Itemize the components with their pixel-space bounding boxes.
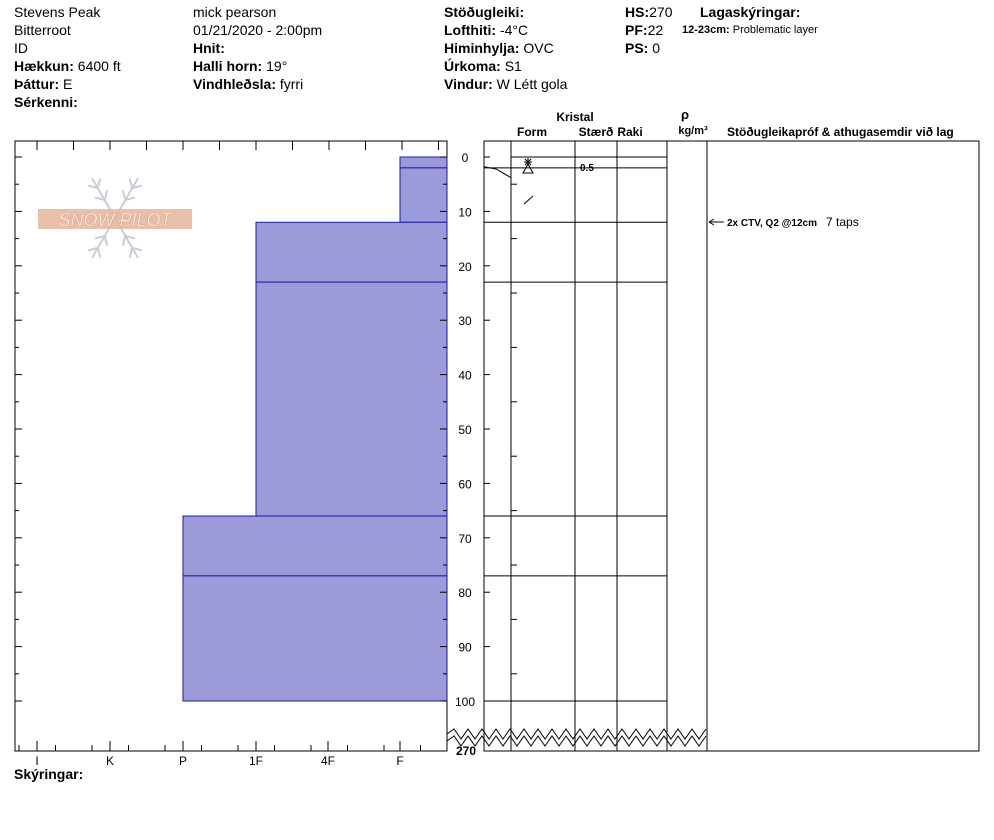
- hs-value: 270: [649, 4, 673, 20]
- hardness-layer-bar: [400, 157, 447, 168]
- elevation-label: Hækkun:: [14, 58, 74, 74]
- wind-value: W Létt gola: [496, 76, 568, 92]
- hardness-tick-label: K: [105, 754, 115, 768]
- layer-note-range: 12-23cm:: [682, 24, 730, 36]
- ps-label: PS:: [625, 40, 649, 56]
- decomposing-fragment-icon: [524, 196, 533, 204]
- notes-label: Skýringar:: [14, 766, 84, 782]
- slope-value: 19°: [266, 58, 288, 74]
- depth-tick-label: 90: [458, 640, 472, 655]
- depth-tick-label: 80: [458, 586, 472, 601]
- specifics-label: Sérkenni:: [14, 94, 78, 110]
- hardness-layers: [183, 157, 447, 701]
- hardness-tick-label: 4F: [320, 754, 336, 768]
- id-label: ID: [14, 40, 28, 56]
- snowflake-branch: [123, 190, 126, 200]
- test-arrow-icon: [709, 219, 724, 225]
- coords-label: Hnit:: [193, 40, 225, 56]
- hardness-tick-label: I: [35, 754, 39, 768]
- depth-tick-label: 0: [461, 151, 469, 165]
- hardness-layer-bar: [400, 168, 447, 222]
- snowpilot-logo: [38, 178, 192, 258]
- sky-label: Himinhylja:: [444, 40, 520, 56]
- hardness-layer-bar: [183, 576, 447, 701]
- datetime: 01/21/2020 - 2:00pm: [193, 22, 323, 38]
- density-unit-header: kg/m³: [678, 125, 708, 137]
- hardness-tick-label: F: [396, 754, 404, 768]
- hardness-layer-bar: [256, 222, 447, 282]
- tests-header: Stöðugleikapróf & athugasemdir við lag: [727, 125, 954, 139]
- snowflake-branch: [105, 190, 108, 200]
- depth-tick-label: 10: [458, 205, 472, 220]
- total-depth-label: 270: [456, 744, 477, 758]
- form-header: Form: [517, 125, 547, 139]
- aspect-value: E: [63, 76, 73, 92]
- layer-notes-label: Lagaskýringar:: [700, 4, 801, 20]
- slope-label: Halli horn:: [193, 58, 263, 74]
- layer-connector: [484, 167, 511, 178]
- test-taps: 7 taps: [826, 215, 859, 229]
- depth-tick-label: 40: [458, 368, 472, 383]
- snowflake-branch: [98, 248, 101, 258]
- sky-value: OVC: [523, 40, 554, 56]
- hardness-layer-bar: [256, 282, 447, 516]
- hardness-tick-label: P: [178, 754, 188, 768]
- logo-text: SNOW PILOT: [58, 210, 172, 230]
- observer: mick pearson: [193, 4, 277, 20]
- depth-tick-label: 70: [458, 531, 472, 546]
- wind-label: Vindur:: [444, 76, 493, 92]
- test-result-text: 2x CTV, Q2 @12cm: [727, 218, 817, 229]
- pf-value: 22: [647, 22, 664, 38]
- air-temp-value: -4°C: [499, 22, 529, 38]
- air-temp-label: Lofthiti:: [444, 22, 497, 38]
- depth-tick-label: 60: [458, 477, 472, 492]
- moisture-header: Raki: [617, 125, 643, 139]
- depth-tick-label: 30: [458, 314, 472, 329]
- hardness-layer-bar: [183, 516, 447, 576]
- precip-value: S1: [504, 58, 522, 74]
- hs-label: HS:: [625, 4, 650, 20]
- elevation-value: 6400 ft: [77, 58, 121, 74]
- wind-loading-value: fyrri: [279, 76, 304, 92]
- snowflake-branch: [130, 248, 133, 258]
- snowflake-branch: [123, 236, 126, 246]
- rho-header: ρ: [680, 107, 690, 122]
- stability-label: Stöðugleiki:: [444, 4, 525, 20]
- snowflake-branch: [105, 236, 108, 246]
- depth-tick-label: 50: [458, 423, 472, 437]
- snowflake-branch: [98, 178, 101, 188]
- location: Stevens Peak: [14, 4, 101, 20]
- ps-value: 0: [652, 40, 661, 56]
- depth-tick-label: 100: [454, 695, 476, 709]
- grain-size-value: 0.5: [580, 163, 594, 174]
- hardness-tick-label: 1F: [248, 754, 264, 768]
- table-border: [484, 141, 979, 751]
- precip-label: Úrkoma:: [444, 58, 501, 74]
- crystal-header: Kristal: [556, 110, 594, 124]
- mountain-range: Bitterroot: [14, 22, 71, 38]
- precipitation-particle-icon: [523, 158, 533, 173]
- layer-table: [484, 141, 979, 751]
- wind-loading-label: Vindhleðsla:: [193, 76, 276, 92]
- aspect-label: Þáttur:: [14, 76, 60, 92]
- size-header: Stærð: [578, 125, 614, 139]
- depth-tick-label: 20: [458, 259, 472, 274]
- snowflake-branch: [130, 178, 133, 188]
- layer-note-text: Problematic layer: [732, 24, 818, 36]
- pf-label: PF:: [625, 22, 648, 38]
